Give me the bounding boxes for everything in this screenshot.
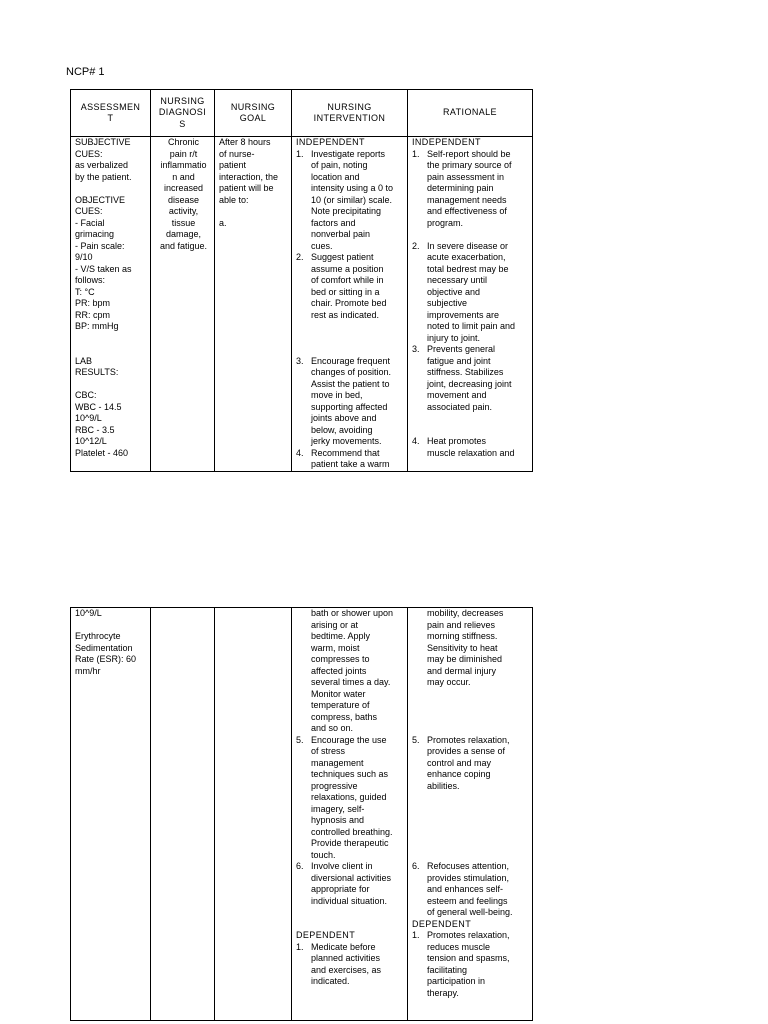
ncp-title: NCP# 1 (66, 66, 105, 78)
item-number: 4. (412, 436, 420, 446)
list-item (412, 735, 530, 862)
intervention-list (296, 149, 405, 471)
goal-cell (215, 608, 292, 1021)
list-item (412, 930, 530, 999)
header-assessment: ASSESSMEN T (71, 90, 151, 137)
item-text: mobility, decreases pain and relieves morning stiffness. Sensitivity to heat may be diminished and dermal injury may occur. (427, 608, 504, 687)
item-number: 6. (412, 861, 420, 871)
list-item (296, 448, 405, 471)
intervention-list (296, 608, 405, 930)
item-number: 1. (412, 930, 420, 940)
list-item (412, 149, 530, 241)
dependent-intervention-list (296, 942, 405, 988)
item-text: Self-report should be the primary source of pain assessment in determining pain management needs and effectiveness of program. (427, 148, 512, 228)
intervention-cell (292, 137, 408, 472)
dependent-rationale-list (412, 930, 530, 999)
header-nursing-diagnosis: NURSING DIAGNOSI S (151, 90, 215, 137)
header-nursing-intervention: NURSING INTERVENTION (292, 90, 408, 137)
header-rationale: RATIONALE (408, 90, 533, 137)
item-text: Promotes relaxation, provides a sense of control and may enhance coping abilities. (427, 734, 510, 791)
item-number (412, 608, 427, 735)
item-text: bath or shower upon arising or at bedtime. Apply warm, moist compresses to affected joints several times a day. Monitor water temperature of compress, baths and so on. (311, 608, 394, 733)
item-text: Encourage frequent changes of position. Assist the patient to move in bed, supporting affected joints above and below, avoiding jerky movements. (311, 355, 392, 446)
list-item (296, 149, 405, 253)
dependent-heading: DEPENDENT (412, 918, 472, 929)
item-text: Investigate reports of pain, noting location and intensity using a 0 to 10 (or similar) scale. Note precipitating factors and nonverbal pain cues. (311, 148, 394, 251)
assessment-cell: 10^9/L Erythrocyte Sedimentation Rate (ESR): 60 mm/hr (71, 608, 151, 1021)
rationale-list (412, 608, 530, 919)
header-row (71, 90, 533, 137)
list-item (412, 861, 530, 919)
diagnosis-cell (151, 608, 215, 1021)
item-number (296, 608, 311, 735)
item-number: 4. (296, 447, 304, 458)
list-item (296, 861, 405, 930)
list-item (412, 436, 530, 459)
item-text: Promotes relaxation, reduces muscle tension and spasms, facilitating participation in therapy. (427, 930, 510, 998)
intervention-cell (292, 608, 408, 1021)
item-number: 5. (412, 734, 420, 745)
care-plan-table-page-1 (70, 89, 533, 472)
item-number: 3. (412, 344, 420, 354)
care-plan-table-page-2 (70, 607, 533, 1021)
assessment-cell: SUBJECTIVE CUES: as verbalized by the patient. OBJECTIVE CUES: - Facial grimacing - Pain scale: 9/10 - V/S taken as follows: T: °C PR: bpm RR: cpm BP: mmHg LAB RESULTS: CBC: WBC - 14.5 10^9/L RBC - 3.5 10^12/L Platelet - 460 (71, 137, 151, 472)
list-item (412, 608, 530, 735)
item-number: 2. (412, 240, 420, 251)
header-nursing-goal: NURSING GOAL (215, 90, 292, 137)
list-item (296, 356, 405, 448)
item-number: 2. (296, 252, 304, 262)
item-number: 5. (296, 734, 304, 745)
list-item (296, 735, 405, 862)
diagnosis-cell: Chronic pain r/t inflammatio n and increased disease activity, tissue damage, and fatigue. (151, 137, 215, 472)
dependent-heading: DEPENDENT (296, 930, 356, 940)
rationale-list (412, 149, 530, 460)
table-row (71, 137, 533, 472)
item-number: 1. (412, 148, 420, 159)
table-row (71, 608, 533, 1021)
item-number: 3. (296, 355, 304, 366)
list-item (296, 608, 405, 735)
item-text: Encourage the use of stress management techniques such as progressive relaxations, guided imagery, self- hypnosis and controlled breathing. Provide therapeutic touch. (311, 734, 393, 860)
item-number: 6. (296, 861, 304, 871)
goal-cell: After 8 hours of nurse- patient interaction, the patient will be able to: a. (215, 137, 292, 472)
rationale-cell (408, 608, 533, 1021)
list-item (412, 344, 530, 436)
item-number: 1. (296, 941, 304, 952)
list-item (412, 241, 530, 345)
item-text: Involve client in diversional activities appropriate for individual situation. (311, 861, 392, 906)
item-text: Medicate before planned activities and exercises, as indicated. (311, 941, 382, 986)
list-item (296, 252, 405, 356)
item-text: Refocuses attention, provides stimulation, and enhances self- esteem and feelings of general well-being. (427, 861, 513, 917)
item-text: Heat promotes muscle relaxation and (427, 436, 515, 458)
item-text: In severe disease or acute exacerbation, total bedrest may be necessary until objective and subjective improvements are noted to limit pain and injury to joint. (427, 240, 516, 343)
item-text: Suggest patient assume a position of comfort while in bed or sitting in a chair. Promote bed rest as indicated. (311, 252, 387, 320)
intervention-heading: INDEPENDENT (296, 137, 365, 147)
item-text: Recommend that patient take a warm (311, 447, 390, 469)
list-item (296, 942, 405, 988)
rationale-cell (408, 137, 533, 472)
item-text: Prevents general fatigue and joint stiffness. Stabilizes joint, decreasing joint movement and associated pain. (427, 344, 512, 412)
rationale-heading: INDEPENDENT (412, 137, 481, 147)
item-number: 1. (296, 148, 304, 159)
